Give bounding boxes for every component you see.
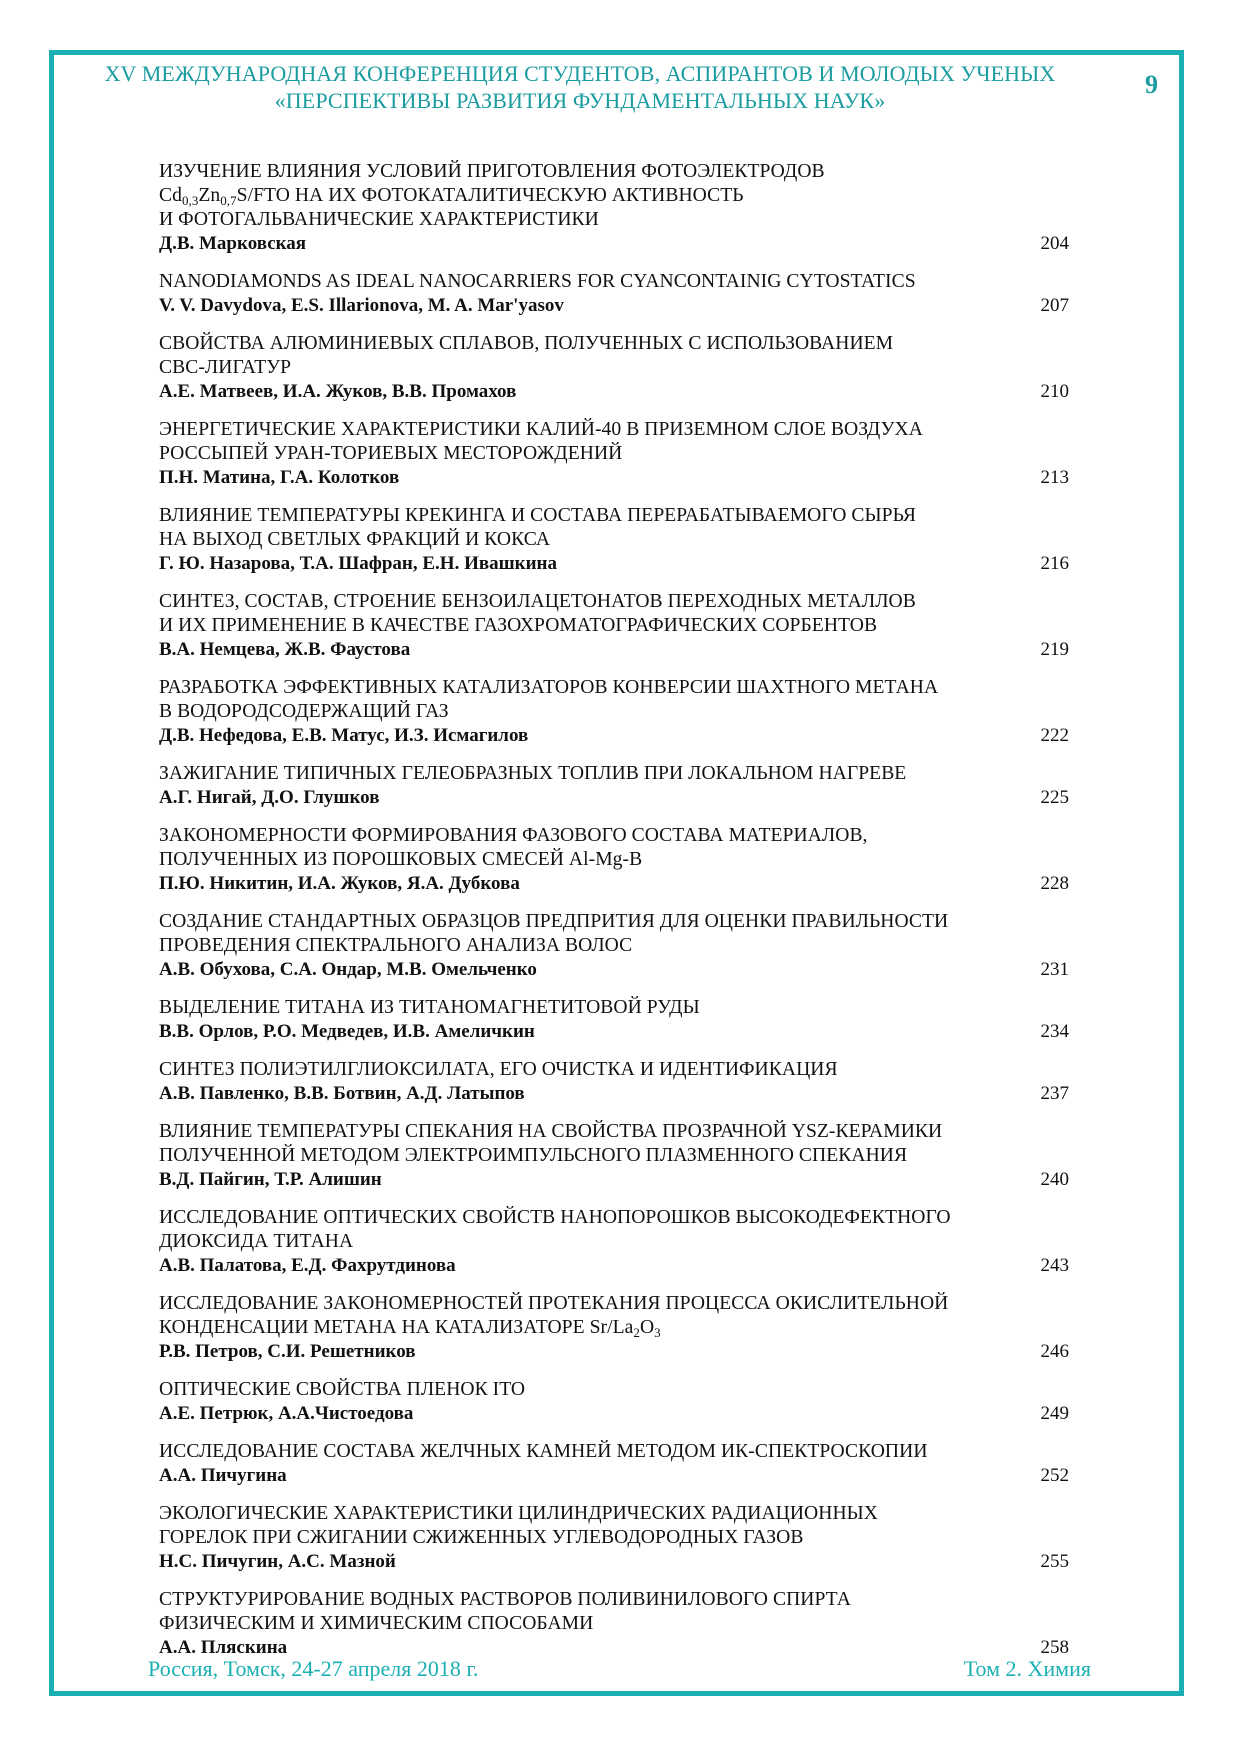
conference-header bbox=[60, 60, 1100, 114]
entry-page-number: 255 bbox=[1040, 1551, 1069, 1572]
toc-entry bbox=[159, 1120, 1079, 1192]
entry-title-line: ИЗУЧЕНИЕ ВЛИЯНИЯ УСЛОВИЙ ПРИГОТОВЛЕНИЯ ФОТОЭЛЕКТРОДОВ bbox=[159, 161, 825, 182]
toc-entry bbox=[159, 504, 1079, 576]
entry-authors: Р.В. Петров, С.И. Решетников bbox=[159, 1341, 416, 1362]
entry-authors: А.А. Пичугина bbox=[159, 1465, 287, 1486]
entry-page-number: 207 bbox=[1040, 295, 1069, 316]
page-number: 9 bbox=[1145, 70, 1158, 99]
entry-title-line: $Cd_{0,3}Zn_{0,7}S$/FTO НА ИХ ФОТОКАТАЛИТИЧЕСКУЮ АКТИВНОСТЬ bbox=[159, 185, 744, 208]
entry-authors: П.Н. Матина, Г.А. Колотков bbox=[159, 467, 400, 488]
entry-authors: А.Е. Матвеев, И.А. Жуков, В.В. Промахов bbox=[159, 381, 517, 402]
toc-entry bbox=[159, 910, 1079, 982]
entry-title-line: И ФОТОГАЛЬВАНИЧЕСКИЕ ХАРАКТЕРИСТИКИ bbox=[159, 209, 599, 230]
entry-authors: А.Г. Нигай, Д.О. Глушков bbox=[159, 787, 380, 808]
entry-title-line: ДИОКСИДА ТИТАНА bbox=[159, 1231, 354, 1252]
entry-authors: Д.В. Нефедова, Е.В. Матус, И.З. Исмагилов bbox=[159, 725, 529, 746]
toc-entry bbox=[159, 762, 1079, 810]
entry-authors: Г. Ю. Назарова, Т.А. Шафран, Е.Н. Ивашкина bbox=[159, 553, 557, 574]
footer-location: Россия, Томск, 24-27 апреля 2018 г. bbox=[148, 1656, 479, 1681]
toc-entry bbox=[159, 996, 1079, 1044]
entry-page-number: 204 bbox=[1040, 233, 1069, 254]
entry-title-line: ЭКОЛОГИЧЕСКИЕ ХАРАКТЕРИСТИКИ ЦИЛИНДРИЧЕСКИХ РАДИАЦИОННЫХ bbox=[159, 1503, 878, 1524]
entry-page-number: 219 bbox=[1040, 639, 1069, 660]
entry-title-line: ИССЛЕДОВАНИЕ ЗАКОНОМЕРНОСТЕЙ ПРОТЕКАНИЯ ПРОЦЕССА ОКИСЛИТЕЛЬНОЙ bbox=[159, 1293, 949, 1314]
toc-entry bbox=[159, 676, 1079, 748]
entry-title-line: ВЛИЯНИЕ ТЕМПЕРАТУРЫ СПЕКАНИЯ НА СВОЙСТВА ПРОЗРАЧНОЙ YSZ-КЕРАМИКИ bbox=[159, 1121, 943, 1142]
entry-authors: А.Е. Петрюк, А.А.Чистоедова bbox=[159, 1403, 414, 1424]
entry-title-line: ИССЛЕДОВАНИЕ ОПТИЧЕСКИХ СВОЙСТВ НАНОПОРОШКОВ ВЫСОКОДЕФЕКТНОГО bbox=[159, 1207, 951, 1228]
entry-title-line: НА ВЫХОД СВЕТЛЫХ ФРАКЦИЙ И КОКСА bbox=[159, 529, 551, 550]
toc-entry bbox=[159, 1378, 1079, 1426]
toc-entry bbox=[159, 1440, 1079, 1488]
entry-title-line: ИССЛЕДОВАНИЕ СОСТАВА ЖЕЛЧНЫХ КАМНЕЙ МЕТОДОМ ИК-СПЕКТРОСКОПИИ bbox=[159, 1441, 928, 1462]
entry-page-number: 243 bbox=[1040, 1255, 1069, 1276]
entry-page-number: 234 bbox=[1040, 1021, 1069, 1042]
toc-entry bbox=[159, 1502, 1079, 1574]
toc-entry bbox=[159, 160, 1079, 256]
entry-title-line: СОЗДАНИЕ СТАНДАРТНЫХ ОБРАЗЦОВ ПРЕДПРИТИЯ ДЛЯ ОЦЕНКИ ПРАВИЛЬНОСТИ bbox=[159, 911, 949, 932]
entry-page-number: 240 bbox=[1040, 1169, 1069, 1190]
entry-title-line: ВЛИЯНИЕ ТЕМПЕРАТУРЫ КРЕКИНГА И СОСТАВА ПЕРЕРАБАТЫВАЕМОГО СЫРЬЯ bbox=[159, 505, 917, 526]
toc-entry bbox=[159, 1292, 1079, 1364]
entry-title-line: ВЫДЕЛЕНИЕ ТИТАНА ИЗ ТИТАНОМАГНЕТИТОВОЙ РУДЫ bbox=[159, 997, 700, 1018]
entry-title-line: ЗАЖИГАНИЕ ТИПИЧНЫХ ГЕЛЕОБРАЗНЫХ ТОПЛИВ ПРИ ЛОКАЛЬНОМ НАГРЕВЕ bbox=[159, 763, 907, 784]
entry-title-line: ФИЗИЧЕСКИМ И ХИМИЧЕСКИМ СПОСОБАМИ bbox=[159, 1613, 594, 1634]
entry-title-line: ПОЛУЧЕННОЙ МЕТОДОМ ЭЛЕКТРОИМПУЛЬСНОГО ПЛАЗМЕННОГО СПЕКАНИЯ bbox=[159, 1145, 908, 1166]
entry-page-number: 252 bbox=[1040, 1465, 1069, 1486]
entry-page-number: 210 bbox=[1040, 381, 1069, 402]
entry-authors: А.В. Павленко, В.В. Ботвин, А.Д. Латыпов bbox=[159, 1083, 525, 1104]
footer-volume: Том 2. Химия bbox=[963, 1656, 1091, 1681]
entry-authors: В.А. Немцева, Ж.В. Фаустова bbox=[159, 639, 411, 660]
toc-entry bbox=[159, 590, 1079, 662]
entry-title-line: В ВОДОРОДСОДЕРЖАЩИЙ ГАЗ bbox=[159, 701, 449, 722]
entry-title-line: СИНТЕЗ ПОЛИЭТИЛГЛИОКСИЛАТА, ЕГО ОЧИСТКА И ИДЕНТИФИКАЦИЯ bbox=[159, 1059, 838, 1080]
entry-page-number: 258 bbox=[1040, 1637, 1069, 1658]
entry-page-number: 246 bbox=[1040, 1341, 1069, 1362]
entry-title-line: СТРУКТУРИРОВАНИЕ ВОДНЫХ РАСТВОРОВ ПОЛИВИНИЛОВОГО СПИРТА bbox=[159, 1589, 851, 1610]
entry-title-line: NANODIAMONDS AS IDEAL NANOCARRIERS FOR CYANCONTAINIG CYTOSTATICS bbox=[159, 271, 916, 292]
toc-entry bbox=[159, 418, 1079, 490]
entry-title-line: ГОРЕЛОК ПРИ СЖИГАНИИ СЖИЖЕННЫХ УГЛЕВОДОРОДНЫХ ГАЗОВ bbox=[159, 1527, 804, 1548]
header-line-2: «ПЕРСПЕКТИВЫ РАЗВИТИЯ ФУНДАМЕНТАЛЬНЫХ НАУК» bbox=[274, 88, 886, 113]
entry-title-line: ЗАКОНОМЕРНОСТИ ФОРМИРОВАНИЯ ФАЗОВОГО СОСТАВА МАТЕРИАЛОВ, bbox=[159, 825, 868, 846]
entry-title-line: КОНДЕНСАЦИИ МЕТАНА НА КАТАЛИЗАТОРЕ $Sr/La_2O_3$ bbox=[159, 1317, 661, 1340]
toc-entry bbox=[159, 1206, 1079, 1278]
entry-title-line: ЭНЕРГЕТИЧЕСКИЕ ХАРАКТЕРИСТИКИ КАЛИЙ-40 В ПРИЗЕМНОМ СЛОЕ ВОЗДУХА bbox=[159, 419, 923, 440]
entry-page-number: 222 bbox=[1040, 725, 1069, 746]
entry-title-line: И ИХ ПРИМЕНЕНИЕ В КАЧЕСТВЕ ГАЗОХРОМАТОГРАФИЧЕСКИХ СОРБЕНТОВ bbox=[159, 615, 878, 636]
entry-page-number: 249 bbox=[1040, 1403, 1069, 1424]
entry-page-number: 216 bbox=[1040, 553, 1069, 574]
entry-page-number: 237 bbox=[1040, 1083, 1069, 1104]
entry-title-line: СИНТЕЗ, СОСТАВ, СТРОЕНИЕ БЕНЗОИЛАЦЕТОНАТОВ ПЕРЕХОДНЫХ МЕТАЛЛОВ bbox=[159, 591, 916, 612]
entry-authors: V. V. Davydova, E.S. Illarionova, M. A. Mar'yasov bbox=[159, 295, 564, 316]
entry-title-line: СВОЙСТВА АЛЮМИНИЕВЫХ СПЛАВОВ, ПОЛУЧЕННЫХ С ИСПОЛЬЗОВАНИЕМ bbox=[159, 333, 894, 354]
entry-title-line: ПРОВЕДЕНИЯ СПЕКТРАЛЬНОГО АНАЛИЗА ВОЛОС bbox=[159, 935, 633, 956]
entry-authors: А.В. Палатова, Е.Д. Фахрутдинова bbox=[159, 1255, 456, 1276]
entry-page-number: 225 bbox=[1040, 787, 1069, 808]
entry-authors: В.Д. Пайгин, Т.Р. Алишин bbox=[159, 1169, 382, 1190]
entry-title-line: РАЗРАБОТКА ЭФФЕКТИВНЫХ КАТАЛИЗАТОРОВ КОНВЕРСИИ ШАХТНОГО МЕТАНА bbox=[159, 677, 939, 698]
entry-title-line: ПОЛУЧЕННЫХ ИЗ ПОРОШКОВЫХ СМЕСЕЙ Al-Mg-B bbox=[159, 849, 643, 870]
entry-page-number: 231 bbox=[1040, 959, 1069, 980]
entry-authors: А.В. Обухова, С.А. Ондар, М.В. Омельченко bbox=[159, 959, 537, 980]
entry-authors: П.Ю. Никитин, И.А. Жуков, Я.А. Дубкова bbox=[159, 873, 520, 894]
toc-entry bbox=[159, 824, 1079, 896]
toc-entry bbox=[159, 332, 1079, 404]
entry-page-number: 228 bbox=[1040, 873, 1069, 894]
entry-title-line: ОПТИЧЕСКИЕ СВОЙСТВА ПЛЕНОК ITO bbox=[159, 1379, 526, 1400]
entry-authors: Д.В. Марковская bbox=[159, 233, 307, 254]
header-line-1: XV МЕЖДУНАРОДНАЯ КОНФЕРЕНЦИЯ СТУДЕНТОВ, АСПИРАНТОВ И МОЛОДЫХ УЧЕНЫХ bbox=[104, 61, 1056, 86]
entry-title-line: РОССЫПЕЙ УРАН-ТОРИЕВЫХ МЕСТОРОЖДЕНИЙ bbox=[159, 443, 623, 464]
entry-title-line: СВС-ЛИГАТУР bbox=[159, 357, 292, 378]
entry-authors: Н.С. Пичугин, А.С. Мазной bbox=[159, 1551, 396, 1572]
entry-authors: А.А. Пляскина bbox=[159, 1637, 288, 1658]
table-of-contents bbox=[159, 160, 1079, 1674]
toc-entry bbox=[159, 270, 1079, 318]
entry-authors: В.В. Орлов, Р.О. Медведев, И.В. Амеличкин bbox=[159, 1021, 535, 1042]
entry-page-number: 213 bbox=[1040, 467, 1069, 488]
toc-entry bbox=[159, 1058, 1079, 1106]
toc-entry bbox=[159, 1588, 1079, 1660]
